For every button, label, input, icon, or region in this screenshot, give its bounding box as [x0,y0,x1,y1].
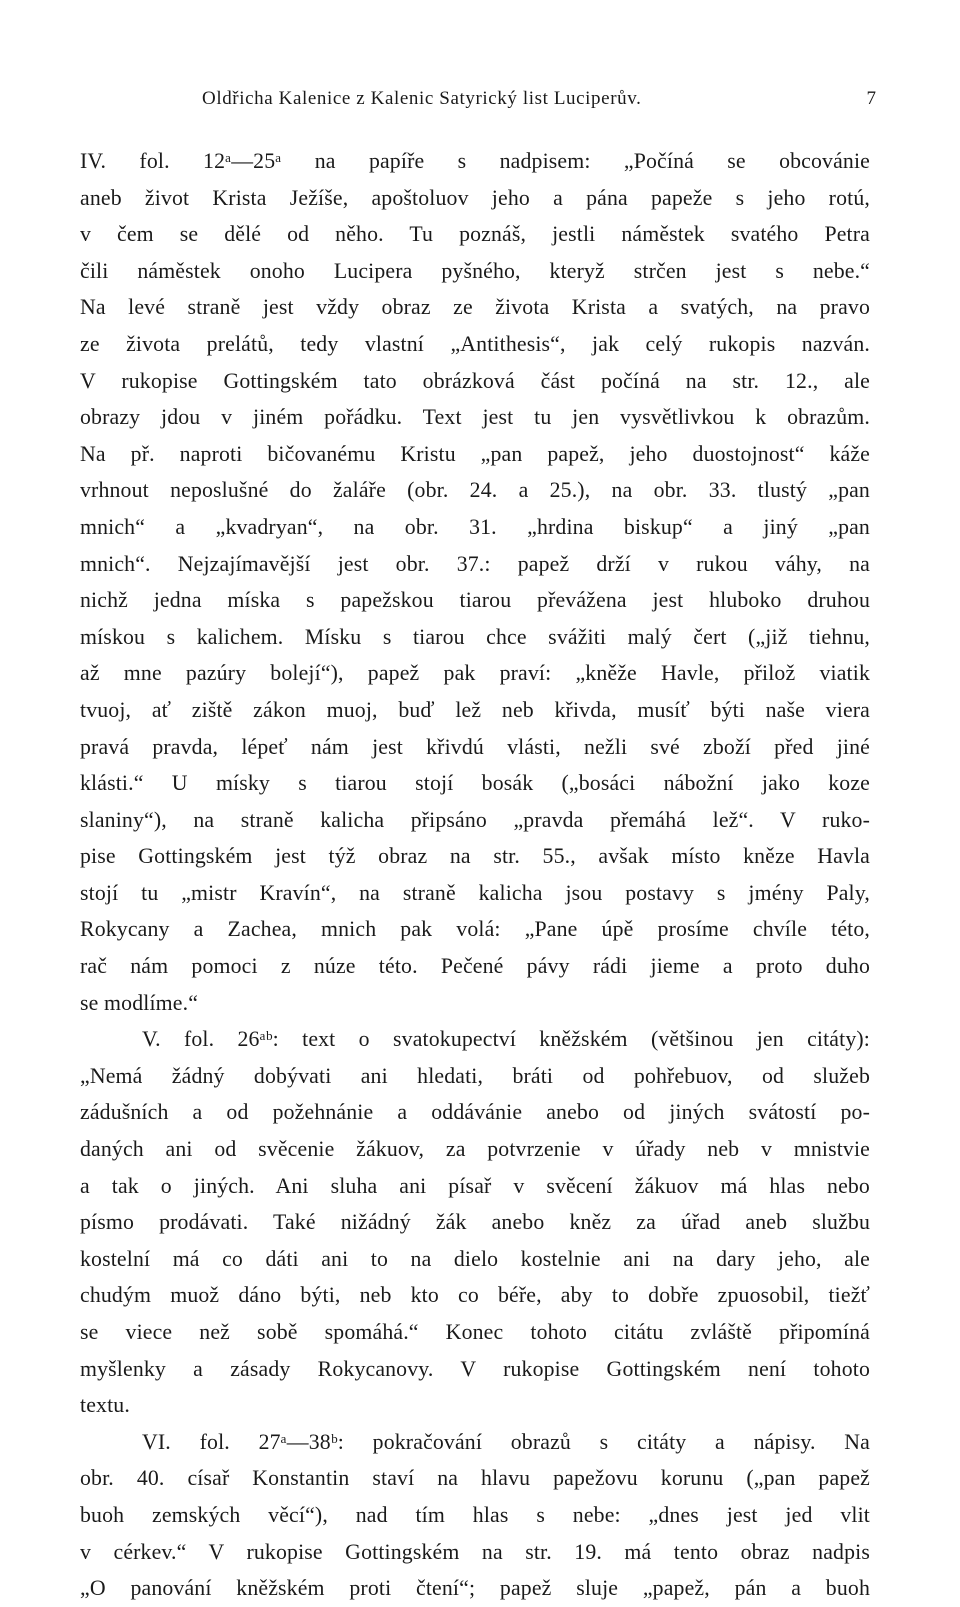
section-start-line: V. fol. 26ᵃᵇ: text o svatokupectví kněžském (většinou jen citáty): [142,1027,870,1052]
text-line: mnich“ a „kvadryan“, na obr. 31. „hrdina biskup“ a jiný „pan [80,514,870,539]
text-line: slaniny“), na straně kalicha připsáno „pravda přemáhá lež“. V ruko- [80,807,870,832]
text-line: nichž jedna míska s papežskou tiarou převážena jest hluboko druhou [80,588,870,613]
text-line: vrhnout neposlušné do žaláře (obr. 24. a 25.), na obr. 33. tlustý „pan [80,478,870,503]
text-line: aneb život Krista Ježíše, apoštoluov jeho a pána papeže s jeho rotú, [80,185,870,210]
text-line: tvuoj, ať ziště zákon muoj, buď lež neb křivda, musíť býti naše viera [80,697,870,722]
text-line: a tak o jiných. Ani sluha ani písař v svěcení žákuov má hlas nebo [80,1173,870,1198]
text-line: mnich“. Nejzajímavější jest obr. 37.: papež drží v rukou váhy, na [80,551,870,576]
text-line: v čem se dělé od něho. Tu poznáš, jestli náměstek svatého Petra [80,222,870,247]
text-line: Na levé straně jest vždy obraz ze života Krista a svatých, na pravo [80,295,870,320]
text-line: kostelní má co dáti ani to na dielo kostelnie ani na dary jeho, ale [80,1246,870,1271]
text-line: myšlenky a zásady Rokycanovy. V rukopise Gottingském není tohoto [80,1356,870,1381]
text-line: „Nemá žádný dobývati ani hledati, bráti od pohřebuov, od služeb [80,1063,870,1088]
text-line: buoh zemských věcí“), nad tím hlas s nebe: „dnes jest jed vlit [80,1502,870,1527]
text-line: V rukopise Gottingském tato obrázková část počíná na str. 12., ale [80,368,870,393]
text-line: se viece než sobě spomáhá.“ Konec tohoto citátu zvláště připomíná [80,1320,870,1344]
page-header [86,88,876,118]
text-line: v cérkev.“ V rukopise Gottingském na str. 19. má tento obraz nadpis [80,1539,870,1564]
text-line: IV. fol. 12ᵃ—25ᵃ na papíře s nadpisem: „Počíná se obcovánie [80,149,870,173]
text-line: Rokycany a Zachea, mnich pak volá: „Pane úpě prosíme chvíle této, [80,917,870,942]
text-line: Na př. naproti bičovanému Kristu „pan papež, jeho duostojnost“ káže [80,441,870,466]
text-line: písmo prodávati. Také nižádný žák anebo kněz za úřad aneb službu [80,1210,870,1235]
body-text [80,143,870,1607]
text-line: rač nám pomoci z núze této. Pečené pávy rádi jieme a proto duho [80,954,870,979]
text-line: se modlíme.“ [80,990,199,1015]
text-line: stojí tu „mistr Kravín“, na straně kalicha jsou postavy s jmény Paly, [80,880,870,905]
page-number: 7 [866,88,876,109]
text-line: obr. 40. císař Konstantin staví na hlavu papežovu korunu („pan papež [80,1466,870,1491]
text-line: pravá pravda, lépeť nám jest křivdú vlásti, nežli své zboží před jiné [80,734,870,759]
running-title: Oldřicha Kalenice z Kalenic Satyrický list Luciperův. [202,88,642,109]
text-line: „O panování kněžském proti čtení“; papež sluje „papež, pán a buoh [80,1576,870,1601]
text-line: ze života prelátů, tedy vlastní „Antithesis“, jak celý rukopis nazván. [80,331,870,356]
text-line: klásti.“ U mísky s tiarou stojí bosák („bosáci nábožní jako koze [80,771,870,796]
text-line: textu. [80,1393,130,1418]
text-line: pise Gottingském jest týž obraz na str. 55., avšak místo kněze Havla [80,844,870,869]
text-line: obrazy jdou v jiném pořádku. Text jest tu jen vysvětlivkou k obrazům. [80,405,870,430]
section-start-line: VI. fol. 27ᵃ—38ᵇ: pokračování obrazů s citáty a nápisy. Na [142,1429,870,1454]
text-line: daných ani od svěcenie žákuov, za potvrzenie v úřady neb v mnistvie [80,1137,870,1162]
text-line: zádušních a od požehnánie a oddávánie anebo od jiných svátostí po- [80,1100,870,1125]
text-line: mískou s kalichem. Mísku s tiarou chce svážiti malý čert („již tiehnu, [80,624,870,649]
text-line: chudým muož dáno býti, neb kto co béře, aby to dobře zpuosobil, tiežť [80,1283,870,1308]
text-line: čili náměstek onoho Lucipera pyšného, kteryž strčen jest s nebe.“ [80,258,870,283]
text-line: až mne pazúry bolejí“), papež pak praví: „kněže Havle, přilož viatik [80,661,870,686]
